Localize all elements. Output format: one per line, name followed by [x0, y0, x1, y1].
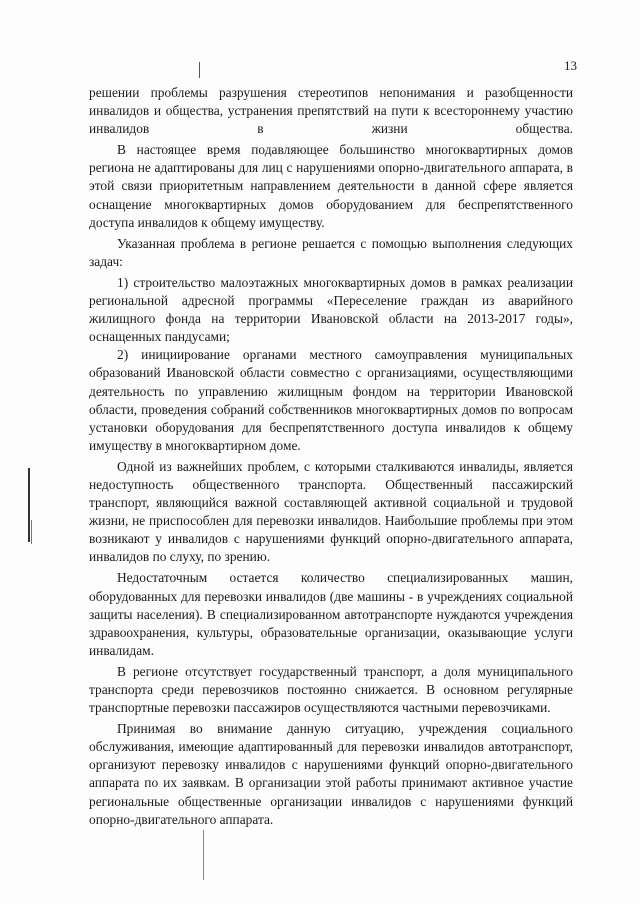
list-item-2: 2) инициирование органами местного самоуправления муниципальных образований Ивановской области совместно с организациями, осуществляющими деятельность по управлению жилищным фондом на территории Ивановской области, проведения собраний собственников многоквартирных домов по вопросам установки оборудования для беспрепятственного доступа инвалидов к общему имуществу в многоквартирном доме. [89, 347, 573, 453]
paragraph-5: Недостаточным остается количество специализированных машин, оборудованных для перевозки инвалидов (две машины - в учреждениях социальной защиты населения). В специализированном автотранспорте нуждаются учреждения здравоохранения, культуры, образовательные организации, оказывающие услуги инвалидам. [89, 570, 573, 658]
page-number: 13 [564, 58, 577, 73]
paragraph-2: В настоящее время подавляющее большинство многоквартирных домов региона не адаптированы для лиц с нарушениями опорно-двигательного аппарата, в этой связи приоритетным направлением деятельности в данной сфере является оснащение многоквартирных домов оборудованием для беспрепятственного доступа инвалидов к общему имуществу. [89, 142, 573, 230]
scan-mark-top [199, 62, 200, 78]
paragraph-6: В регионе отсутствует государственный транспорт, а доля муниципального транспорта среди перевозчиков постоянно снижается. В основном регулярные транспортные перевозки пассажиров осуществляются частными перевозчиками. [89, 663, 573, 716]
scan-mark-bottom [203, 830, 204, 880]
paragraph-3: Указанная проблема в регионе решается с помощью выполнения следующих задач: [89, 235, 573, 269]
paragraph-4: Одной из важнейших проблем, с которыми сталкиваются инвалиды, является недоступность общественного транспорта. Общественный пассажирский транспорт, являющийся важной составляющей активной социальной и трудовой жизни, не приспособлен для перевозки инвалидов. Наибольшие проблемы при этом возникают у инвалидов с нарушениями функций опорно-двигательного аппарата, инвалидов по слуху, по зрению. [89, 458, 573, 565]
document-body [89, 84, 573, 829]
scan-mark-left [28, 468, 30, 542]
list-item-1: 1) строительство малоэтажных многоквартирных домов в рамках реализации региональной адресной программы «Переселение граждан из аварийного жилищного фонда на территории Ивановской области на 2013-2017 годы», оснащенных пандусами; [89, 274, 573, 345]
paragraph-7: Принимая во внимание данную ситуацию, учреждения социального обслуживания, имеющие адаптированный для перевозки инвалидов автотранспорт, организуют перевозку инвалидов с нарушениями функций опорно-двигательного аппарата по их заявкам. В организации этой работы принимают активное участие региональные общественные организации инвалидов с нарушениями функций опорно-двигательного аппарата. [89, 721, 573, 827]
scan-mark-left-secondary [31, 520, 32, 544]
paragraph-1: решении проблемы разрушения стереотипов непонимания и разобщенности инвалидов и общества, устранения препятствий на пути к всестороннему участию инвалидов в жизни общества. [89, 85, 573, 137]
